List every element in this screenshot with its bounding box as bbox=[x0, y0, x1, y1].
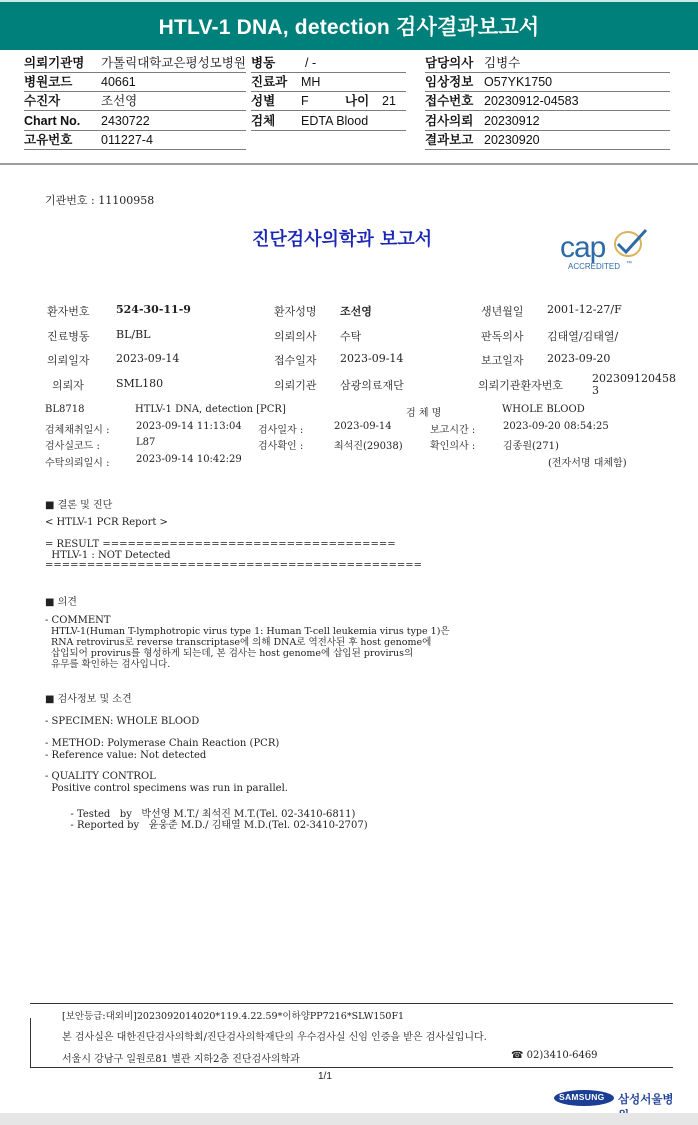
value-consignment-time: 2023-09-14 10:42:29 bbox=[136, 454, 242, 465]
value-reading-doctor: 김태열/김태열/ bbox=[547, 330, 619, 343]
comment-line: 삽입되어 provirus를 형성하게 되는데, 본 검사는 host genome에 삽입된 provirus의 bbox=[45, 648, 414, 659]
label-consignment-time: 수탁의뢰일시 : bbox=[45, 458, 110, 469]
label-test-confirm: 검사확인 : bbox=[258, 441, 304, 452]
institution-number: 기관번호 : 11100958 bbox=[45, 194, 155, 207]
value-patient: 조선영 bbox=[101, 94, 138, 108]
comment-line: 유무를 확인하는 검사입니다. bbox=[45, 659, 171, 670]
value-age: 21 bbox=[382, 94, 396, 108]
label-birthdate: 생년월일 bbox=[481, 305, 524, 318]
footer-top-rule bbox=[30, 1003, 673, 1004]
samsung-hospital-logo: SAMSUNG 삼성서울병 bbox=[554, 1088, 684, 1110]
test-name: HTLV-1 DNA, detection [PCR] bbox=[135, 404, 286, 415]
value-lab-code: L87 bbox=[136, 437, 156, 448]
report-title: HTLV-1 DNA, detection 검사결과보고서 bbox=[158, 16, 540, 39]
label-reading-doctor: 판독의사 bbox=[481, 330, 524, 343]
value-department: MH bbox=[301, 75, 321, 89]
value-requesting-doctor: 수탁 bbox=[340, 330, 362, 343]
test-info-line: - SPECIMEN: WHOLE BLOOD bbox=[45, 716, 200, 727]
label-report-date: 결과보고 bbox=[425, 133, 474, 147]
section-opinion: ■ 의견 bbox=[45, 597, 77, 608]
electronic-signature-note: (전자서명 대체함) bbox=[548, 458, 627, 469]
label-sex: 성별 bbox=[251, 94, 276, 108]
result-line: HTLV-1 : NOT Detected bbox=[45, 550, 171, 561]
label-confirm-doctor: 확인의사 : bbox=[430, 441, 476, 452]
result-line: = RESULT =================================== bbox=[45, 539, 396, 550]
test-info-line: - Reported by 윤웅준 M.D./ 김태열 M.D.(Tel. 02-3410-2707) bbox=[45, 820, 368, 831]
label-receipt-no: 접수번호 bbox=[425, 94, 474, 108]
value-requester: SML180 bbox=[116, 377, 164, 390]
value-report-time: 2023-09-20 08:54:25 bbox=[503, 421, 609, 432]
value-doctor: 김병수 bbox=[484, 56, 521, 70]
value-collection-time: 2023-09-14 11:13:04 bbox=[136, 421, 242, 432]
test-info-line: - METHOD: Polymerase Chain Reaction (PCR) bbox=[45, 738, 280, 749]
comment-line: HTLV-1(Human T-lymphotropic virus type 1: Human T-cell leukemia virus type 1)은 bbox=[45, 626, 450, 637]
section-conclusion: ■ 결론 및 진단 bbox=[45, 500, 113, 511]
test-info-line: - Reference value: Not detected bbox=[45, 750, 207, 761]
label-unique-no: 고유번호 bbox=[24, 133, 73, 147]
value-sex: F bbox=[301, 94, 309, 108]
comment-line: - COMMENT bbox=[45, 615, 111, 626]
value-specimen-name: WHOLE BLOOD bbox=[502, 404, 585, 415]
label-department: 진료과 bbox=[251, 75, 288, 89]
label-age: 나이 bbox=[345, 94, 370, 108]
footer-left-rule bbox=[30, 1018, 31, 1068]
comment-line: RNA retrovirus로 reverse transcriptase에 의해 DNA로 역전사된 후 host genome에 bbox=[45, 637, 432, 648]
label-ward: 진료병동 bbox=[47, 330, 90, 343]
department-report-title: 진단검사의학과 보고서 bbox=[252, 229, 433, 250]
report-title-bar bbox=[0, 0, 698, 50]
label-institution: 의뢰기관명 bbox=[24, 56, 85, 70]
label-ward: 병동 bbox=[251, 56, 276, 70]
footer-bottom-rule bbox=[30, 1067, 673, 1068]
section-test-info: ■ 검사정보 및 소견 bbox=[45, 694, 132, 705]
certification-statement: 본 검사실은 대한진단검사의학회/진단검사의학재단의 우수검사실 신임 인증을 받은 검사실입니다. bbox=[62, 1032, 487, 1043]
test-info-line: - Tested by 박선영 M.T./ 최석진 M.T.(Tel. 02-3410-6811) bbox=[45, 809, 356, 820]
test-code: BL8718 bbox=[45, 404, 85, 415]
label-requesting-institution: 의뢰기관 bbox=[274, 379, 317, 392]
label-request-date: 의뢰일자 bbox=[47, 354, 90, 367]
page-number: 1/1 bbox=[318, 1071, 332, 1082]
value-institution-patient-no-tail: 3 bbox=[592, 384, 599, 397]
label-clinical-info: 임상정보 bbox=[425, 75, 474, 89]
value-report-date: 20230920 bbox=[484, 133, 540, 147]
test-info-line: Positive control specimens was run in parallel. bbox=[45, 783, 288, 794]
label-specimen-name: 검 체 명 bbox=[406, 408, 442, 419]
label-requesting-doctor: 의뢰의사 bbox=[274, 330, 317, 343]
value-report-date: 2023-09-20 bbox=[547, 352, 611, 365]
label-specimen: 검체 bbox=[251, 114, 276, 128]
label-requester: 의뢰자 bbox=[52, 379, 84, 392]
result-line: ============================================= bbox=[45, 560, 423, 571]
page-bottom-band bbox=[0, 1113, 698, 1125]
value-receipt-no: 20230912-04583 bbox=[484, 94, 579, 108]
value-clinical-info: O57YK1750 bbox=[484, 75, 553, 89]
pcr-report-heading: < HTLV-1 PCR Report > bbox=[45, 517, 168, 528]
header-info bbox=[0, 50, 698, 170]
label-receipt-date: 접수일자 bbox=[274, 354, 317, 367]
value-patient-number: 524-30-11-9 bbox=[116, 303, 191, 316]
label-collection-time: 검체채취일시 : bbox=[45, 425, 110, 436]
label-doctor: 담당의사 bbox=[425, 56, 474, 70]
security-classification: [보안등급:대외비]2023092014020*119.4.22.59*이하양PP7216*SLW150F1 bbox=[62, 1011, 405, 1022]
value-ward: / - bbox=[305, 56, 317, 70]
lab-phone: ☎ 02)3410-6469 bbox=[511, 1050, 598, 1061]
value-test-confirm: 최석진(29038) bbox=[334, 441, 403, 452]
value-patient-name: 조선영 bbox=[340, 305, 372, 318]
value-confirm-doctor: 김종원(271) bbox=[503, 441, 559, 452]
label-lab-code: 검사실코드 : bbox=[45, 441, 100, 452]
value-request-date: 2023-09-14 bbox=[116, 352, 180, 365]
cap-checkmark-icon bbox=[612, 226, 652, 260]
label-report-date: 보고일자 bbox=[481, 354, 524, 367]
label-hospital-code: 병원코드 bbox=[24, 75, 73, 89]
label-patient: 수진자 bbox=[24, 94, 61, 108]
value-requesting-institution: 삼광의료재단 bbox=[340, 379, 404, 392]
value-chart-no: 2430722 bbox=[101, 114, 150, 128]
label-patient-number: 환자번호 bbox=[47, 305, 90, 318]
label-report-time: 보고시간 : bbox=[430, 425, 476, 436]
label-test-date: 검사일자 : bbox=[258, 425, 304, 436]
test-info-line: - QUALITY CONTROL bbox=[45, 771, 156, 782]
lab-address: 서울시 강남구 일원로81 별관 지하2층 진단검사의학과 bbox=[62, 1054, 300, 1065]
label-request-date: 검사의뢰 bbox=[425, 114, 474, 128]
header-divider bbox=[0, 163, 698, 165]
value-ward: BL/BL bbox=[116, 328, 151, 341]
value-institution: 가톨릭대학교은평성모병원 bbox=[101, 56, 246, 70]
label-patient-name: 환자성명 bbox=[274, 305, 317, 318]
cap-accredited-logo: cap ACCREDITED ™ bbox=[560, 232, 660, 276]
value-test-date: 2023-09-14 bbox=[334, 421, 392, 432]
value-specimen: EDTA Blood bbox=[301, 114, 369, 128]
label-institution-patient-no: 의뢰기관환자번호 bbox=[478, 379, 564, 392]
value-hospital-code: 40661 bbox=[101, 75, 136, 89]
lab-report-document bbox=[0, 170, 698, 1113]
value-institution-patient-no: 202309120458 bbox=[592, 372, 676, 385]
value-receipt-date: 2023-09-14 bbox=[340, 352, 404, 365]
value-unique-no: 011227-4 bbox=[101, 133, 153, 147]
value-birthdate: 2001-12-27/F bbox=[547, 303, 622, 316]
label-chart-no: Chart No. bbox=[24, 114, 81, 128]
value-request-date: 20230912 bbox=[484, 114, 540, 128]
